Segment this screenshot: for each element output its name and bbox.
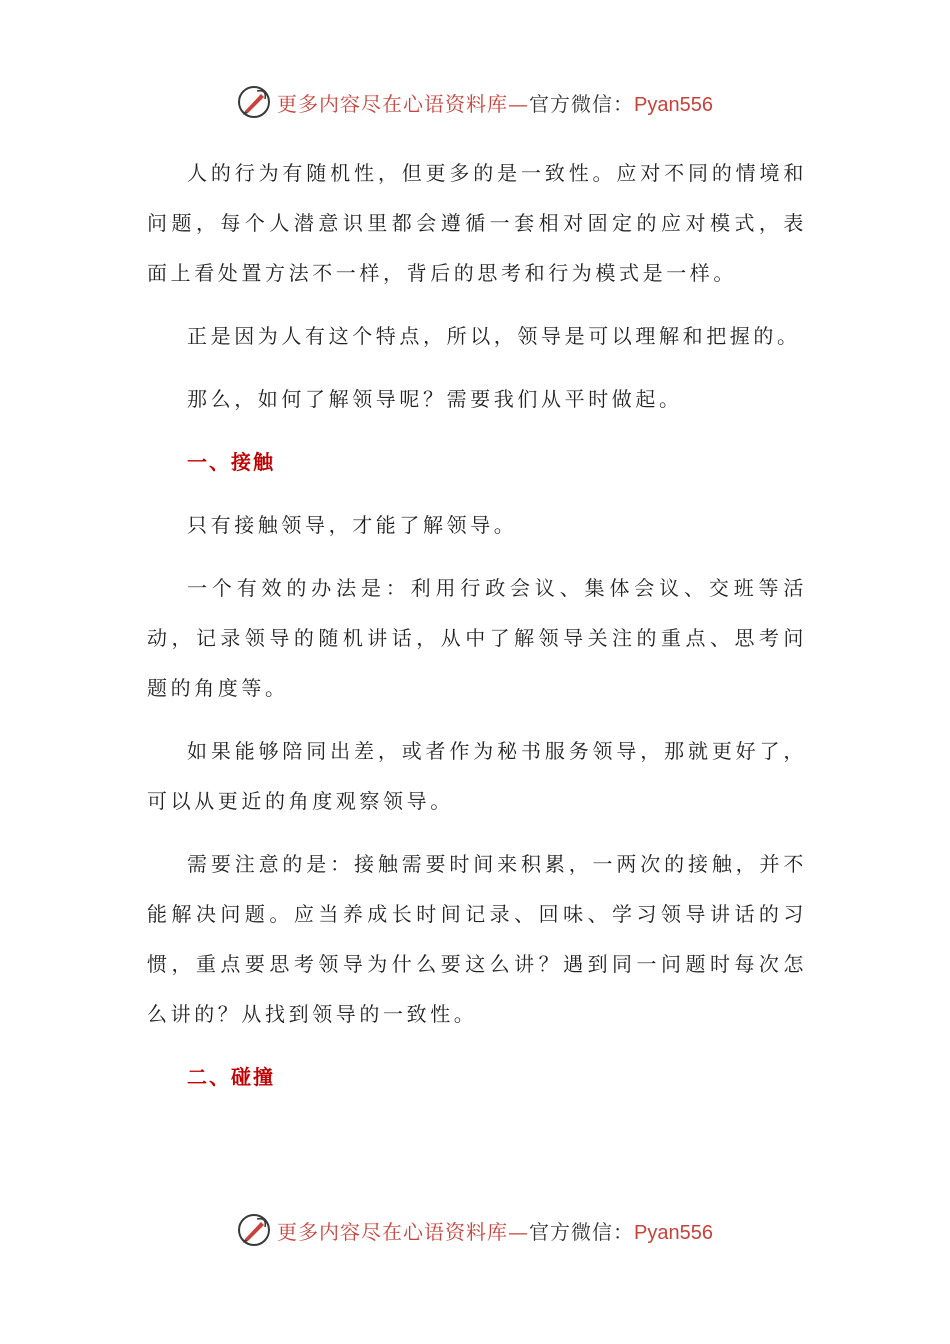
header-banner — [0, 82, 950, 122]
paragraph-6: 如果能够陪同出差，或者作为秘书服务领导，那就更好了，可以从更近的角度观察领导。 — [147, 739, 807, 813]
footer-wechat-label: 官方微信： — [529, 1219, 635, 1244]
paragraph-5: 一个有效的办法是：利用行政会议、集体会议、交班等活动，记录领导的随机讲话，从中了解领导关注的重点、思考问题的角度等。 — [147, 576, 807, 700]
header-site-text: 更多内容尽在心语资料库 — [277, 91, 509, 116]
paragraph-7: 需要注意的是：接触需要时间来积累，一两次的接触，并不能解决问题。应当养成长时间记录、回味、学习领导讲话的习惯，重点要思考领导为什么要这么讲？遇到同一问题时每次怎么讲的？从找到领导的一致性。 — [147, 852, 807, 1026]
footer-banner — [0, 1210, 950, 1250]
header-wechat-label: 官方微信： — [529, 91, 635, 116]
paragraph-2: 正是因为人有这个特点，所以，领导是可以理解和把握的。 — [187, 324, 801, 348]
quill-pen-logo-icon — [237, 1213, 271, 1247]
quill-pen-logo-icon — [237, 85, 271, 119]
header-text — [277, 88, 713, 117]
section-heading-1: 一、接触 — [187, 450, 275, 474]
paragraph-4: 只有接触领导，才能了解领导。 — [187, 513, 518, 537]
footer-text — [277, 1216, 713, 1245]
paragraph-1: 人的行为有随机性，但更多的是一致性。应对不同的情境和问题，每个人潜意识里都会遵循一套相对固定的应对模式，表面上看处置方法不一样，背后的思考和行为模式是一样。 — [147, 161, 807, 285]
header-wechat-id: Pyan556 — [634, 93, 713, 116]
footer-site-text: 更多内容尽在心语资料库 — [277, 1219, 509, 1244]
footer-separator: — — [508, 1219, 530, 1244]
footer-wechat-id: Pyan556 — [634, 1221, 713, 1244]
document-body — [147, 148, 807, 1115]
section-heading-2: 二、碰撞 — [187, 1065, 275, 1089]
paragraph-3: 那么，如何了解领导呢？需要我们从平时做起。 — [187, 387, 683, 411]
header-separator: — — [508, 91, 530, 116]
